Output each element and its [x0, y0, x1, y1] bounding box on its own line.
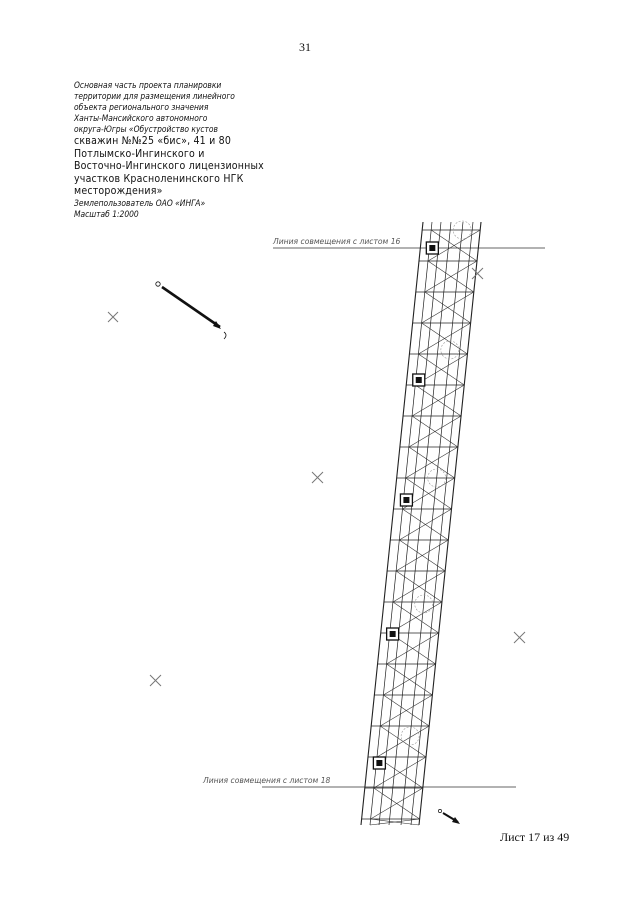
support-marker-core — [376, 760, 382, 766]
title-line: территории для размещения линейного — [74, 91, 235, 101]
corridor-brace — [412, 385, 464, 416]
corridor-brace — [418, 323, 470, 354]
title-line: Восточно-Ингинского лицензионных — [74, 160, 264, 172]
north-arrow — [156, 282, 226, 339]
corridor-brace — [396, 540, 448, 571]
sheet-footer: Лист 17 из 49 — [500, 830, 570, 844]
corridor-brace — [380, 695, 432, 726]
title-line: Ханты-Мансийского автономного — [74, 113, 208, 123]
title-line: объекта регионального значения — [74, 102, 209, 112]
corridor-brace — [409, 416, 461, 447]
title-line: Масштаб 1:2000 — [74, 208, 139, 219]
support-marker-core — [429, 245, 435, 251]
page-number: 31 — [299, 40, 311, 54]
match-line-bottom-label: Линия совмещения с листом 18 — [203, 776, 331, 785]
corridor-brace — [425, 261, 477, 292]
corridor-brace — [406, 447, 458, 478]
corridor-brace — [393, 571, 445, 602]
survey-marks — [108, 268, 525, 686]
support-marker-core — [403, 497, 409, 503]
corridor-brace — [422, 292, 474, 323]
match-line-top — [272, 237, 545, 248]
corridor-line — [361, 222, 423, 825]
linear-object-corridor — [361, 221, 481, 825]
corridor-brace — [371, 788, 423, 819]
title-line: участков Красноленинского НГК — [74, 172, 244, 185]
support-marker-core — [390, 631, 396, 637]
corridor-line — [419, 222, 481, 825]
match-line-top-label: Линия совмещения с листом 16 — [273, 237, 401, 246]
support-marker-core — [416, 377, 422, 383]
title-line: Основная часть проекта планировки — [74, 80, 222, 90]
title-line: Землепользователь ОАО «ИНГА» — [74, 197, 206, 208]
title-line: округа-Югры «Обустройство кустов — [74, 124, 218, 134]
small-north-arrow — [438, 809, 460, 824]
match-line-bottom — [202, 776, 516, 787]
corridor-brace — [383, 664, 435, 695]
title-line: Потлымско-Ингинского и — [74, 147, 205, 160]
corridor-brace — [399, 509, 451, 540]
title-line: месторождения» — [74, 185, 163, 197]
title-line: скважин №№25 «бис», 41 и 80 — [74, 135, 232, 147]
